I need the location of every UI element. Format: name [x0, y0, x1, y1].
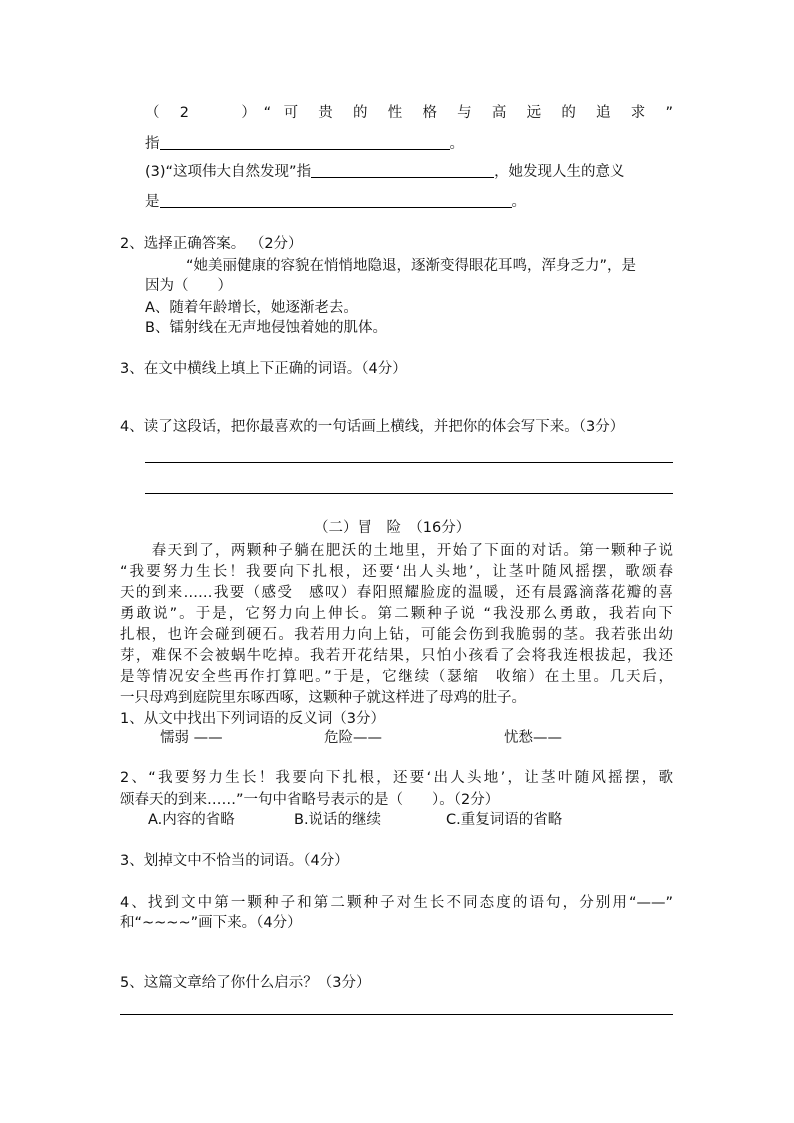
q2-answer-line [145, 134, 464, 154]
item2-title: 2、选择正确答案。 （2分） [120, 236, 303, 252]
item2-option-a[interactable]: A、随着年龄增长，她逐渐老去。 [145, 300, 358, 316]
q3-strike-prompt: 3、划掉文中不恰当的词语。（4分） [120, 853, 349, 869]
item4-prompt: 4、读了这段话，把你最喜欢的一句话画上横线，并把你的体会写下来。（3分） [120, 419, 625, 435]
q3-period: 。 [511, 194, 526, 210]
q1-title: 1、从文中找出下列词语的反义词（3分） [120, 711, 385, 727]
q1-word-3: 忧愁—— [504, 730, 562, 746]
item2-because: 因为（ ） [145, 278, 232, 294]
q3-meaning-label: ，她发现人生的意义 [494, 164, 625, 180]
item2-quote: “她美丽健康的容貌在悄悄地隐退，逐渐变得眼花耳鸣，浑身乏力”，是 [186, 258, 637, 274]
q2-period: 。 [449, 136, 464, 152]
passage-line-7: 是等情况安全些再作打算吧。”于是，它继续（瑟缩 收缩）在土里。几天后， [120, 669, 673, 685]
q2-option-b[interactable]: B.说话的继续 [294, 812, 382, 828]
passage-line-5: 扎根，也许会碰到硬石。我若用力向上钻，可能会伤到我脆弱的茎。我若张出幼 [120, 627, 673, 643]
item4-answer-line-1[interactable] [145, 462, 673, 463]
item3-prompt: 3、在文中横线上填上下正确的词语。（4分） [120, 361, 407, 377]
item4-answer-line-2[interactable] [145, 493, 673, 494]
q3-answer-blank-2[interactable] [160, 193, 512, 208]
q4-line-1: 4、找到文中第一颗种子和第二颗种子对生长不同态度的语句，分别用“——” [120, 895, 673, 911]
q2-line-1: 2、“我要努力生长！我要向下扎根，还要‘出人头地’，让茎叶随风摇摆，歌 [120, 770, 673, 786]
q3-line1 [145, 162, 625, 182]
passage-line-6: 芽，难保不会被蜗牛吃掉。我若开花结果，只怕小孩看了会将我连根拔起，我还 [120, 648, 673, 664]
q2-prompt-line: （ 2 ）“ 可 贵 的 性 格 与 高 远 的 追 求 ” [145, 105, 673, 121]
q5-prompt: 5、这篇文章给了你什么启示？（3分） [120, 975, 371, 991]
q2-option-a[interactable]: A.内容的省略 [148, 812, 235, 828]
item2-option-b[interactable]: B、镭射线在无声地侵蚀着她的肌体。 [145, 320, 387, 336]
q4-line-2: 和“~~~~”画下来。（4分） [120, 915, 302, 931]
q2-line-2: 颂春天的到来……”一句中省略号表示的是（ ）。（2分） [120, 792, 500, 808]
passage-line-4: 勇敢说”。于是，它努力向上伸长。第二颗种子说 “我没那么勇敢，我若向下 [120, 606, 673, 622]
q3-is-label: 是 [145, 194, 160, 210]
q3-answer-blank-1[interactable] [311, 163, 494, 178]
q1-word-1: 懦弱 —— [160, 730, 223, 746]
q5-answer-line[interactable] [120, 1014, 673, 1015]
passage-line-1: 春天到了，两颗种子躺在肥沃的土地里，开始了下面的对话。第一颗种子说 [120, 543, 673, 559]
q2-label: 指 [145, 136, 160, 152]
passage-line-2: “我要努力生长！我要向下扎根，还要‘出人头地’，让茎叶随风摇摆，歌颂春 [120, 564, 673, 580]
q3-label: (3)“这项伟大自然发现”指 [145, 164, 312, 180]
q2-answer-blank[interactable] [160, 135, 450, 150]
q3-line2 [145, 192, 526, 212]
q2-option-c[interactable]: C.重复词语的省略 [446, 812, 563, 828]
q1-word-2: 危险—— [324, 730, 382, 746]
passage-line-3: 天的到来……我要（感受 感叹）春阳照耀脸庞的温暖，还有晨露滴落花瓣的喜 [120, 585, 673, 601]
section-title: （二）冒 险 （16分） [314, 520, 471, 536]
passage-line-8: 一只母鸡到庭院里东啄西啄，这颗种子就这样进了母鸡的肚子。 [120, 690, 526, 706]
